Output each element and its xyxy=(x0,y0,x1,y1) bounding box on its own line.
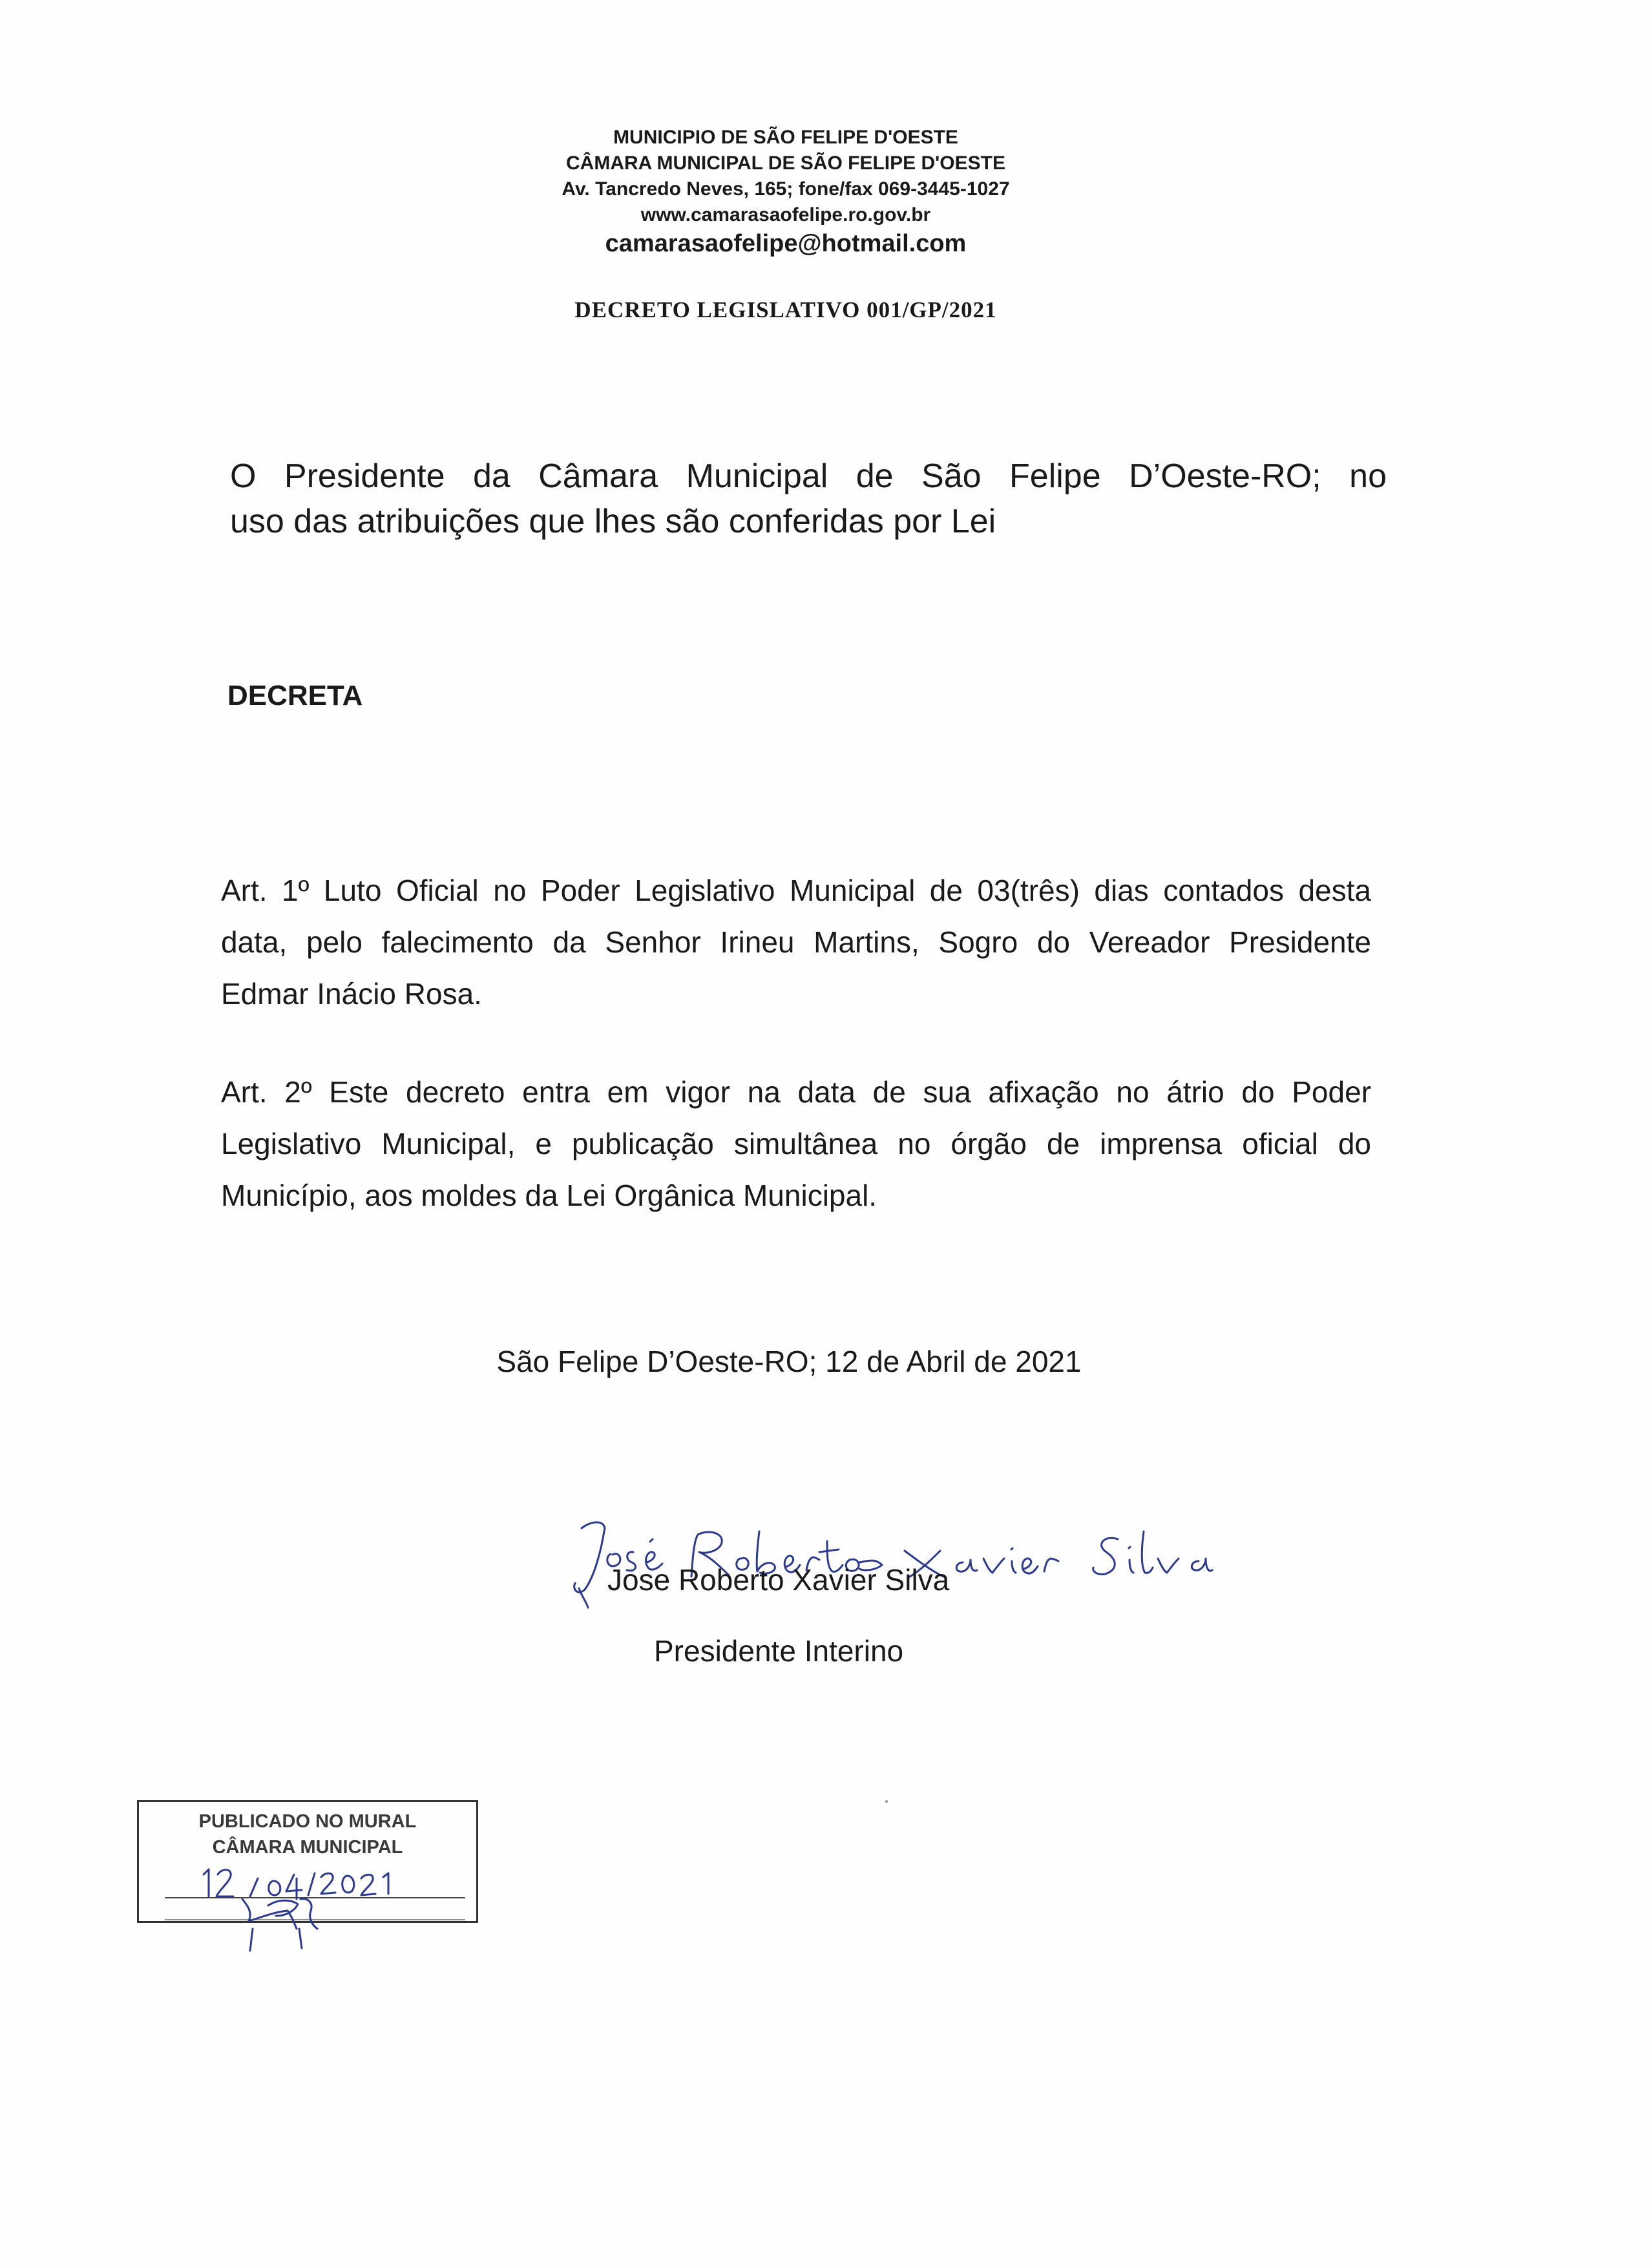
stamp-line: PUBLICADO NO MURAL xyxy=(198,1811,417,1832)
article-2 xyxy=(221,1066,1371,1221)
preamble xyxy=(230,454,1387,544)
article-line: Art. 2º Este decreto entra em vigor na data de sua afixação no átrio do Poder xyxy=(221,1075,1371,1109)
decree-title: DECRETO LEGISLATIVO 001/GP/2021 xyxy=(574,297,997,322)
article-1 xyxy=(221,865,1371,1020)
article-line: data, pelo falecimento da Senhor Irineu Martins, Sogro do Vereador Presidente xyxy=(221,925,1371,959)
article-line: Edmar Inácio Rosa. xyxy=(221,977,482,1011)
article-line: Município, aos moldes da Lei Orgânica Municipal. xyxy=(221,1179,877,1212)
header-website: www.camarasaofelipe.ro.gov.br xyxy=(640,204,931,226)
place-and-date: São Felipe D’Oeste-RO; 12 de Abril de 2021 xyxy=(496,1345,1082,1378)
stamp-handwritten-date xyxy=(139,1802,480,1957)
header-address: Av. Tancredo Neves, 165; fone/fax 069-3445-1027 xyxy=(562,178,1010,200)
article-line: Legislativo Municipal, e publicação simultânea no órgão de imprensa oficial do xyxy=(221,1127,1371,1160)
header-email: camarasaofelipe@hotmail.com xyxy=(605,230,967,257)
signatory-role: Presidente Interino xyxy=(654,1634,904,1668)
stamp-line: CÂMARA MUNICIPAL xyxy=(212,1837,403,1858)
signatory-name: Jose Roberto Xavier Silva xyxy=(607,1563,950,1597)
decreta-heading: DECRETA xyxy=(227,680,363,711)
preamble-line: O Presidente da Câmara Municipal de São Felipe D’Oeste-RO; no xyxy=(230,457,1387,495)
preamble-line: uso das atribuições que lhes são conferidas por Lei xyxy=(230,503,996,540)
article-line: Art. 1º Luto Oficial no Poder Legislativo Municipal de 03(três) dias contados desta xyxy=(221,874,1371,907)
header-municipality: MUNICIPIO DE SÃO FELIPE D'OESTE xyxy=(613,127,958,148)
header-chamber: CÂMARA MUNICIPAL DE SÃO FELIPE D'OESTE xyxy=(566,152,1005,174)
publication-stamp xyxy=(137,1800,478,1923)
scan-speck xyxy=(885,1800,888,1803)
